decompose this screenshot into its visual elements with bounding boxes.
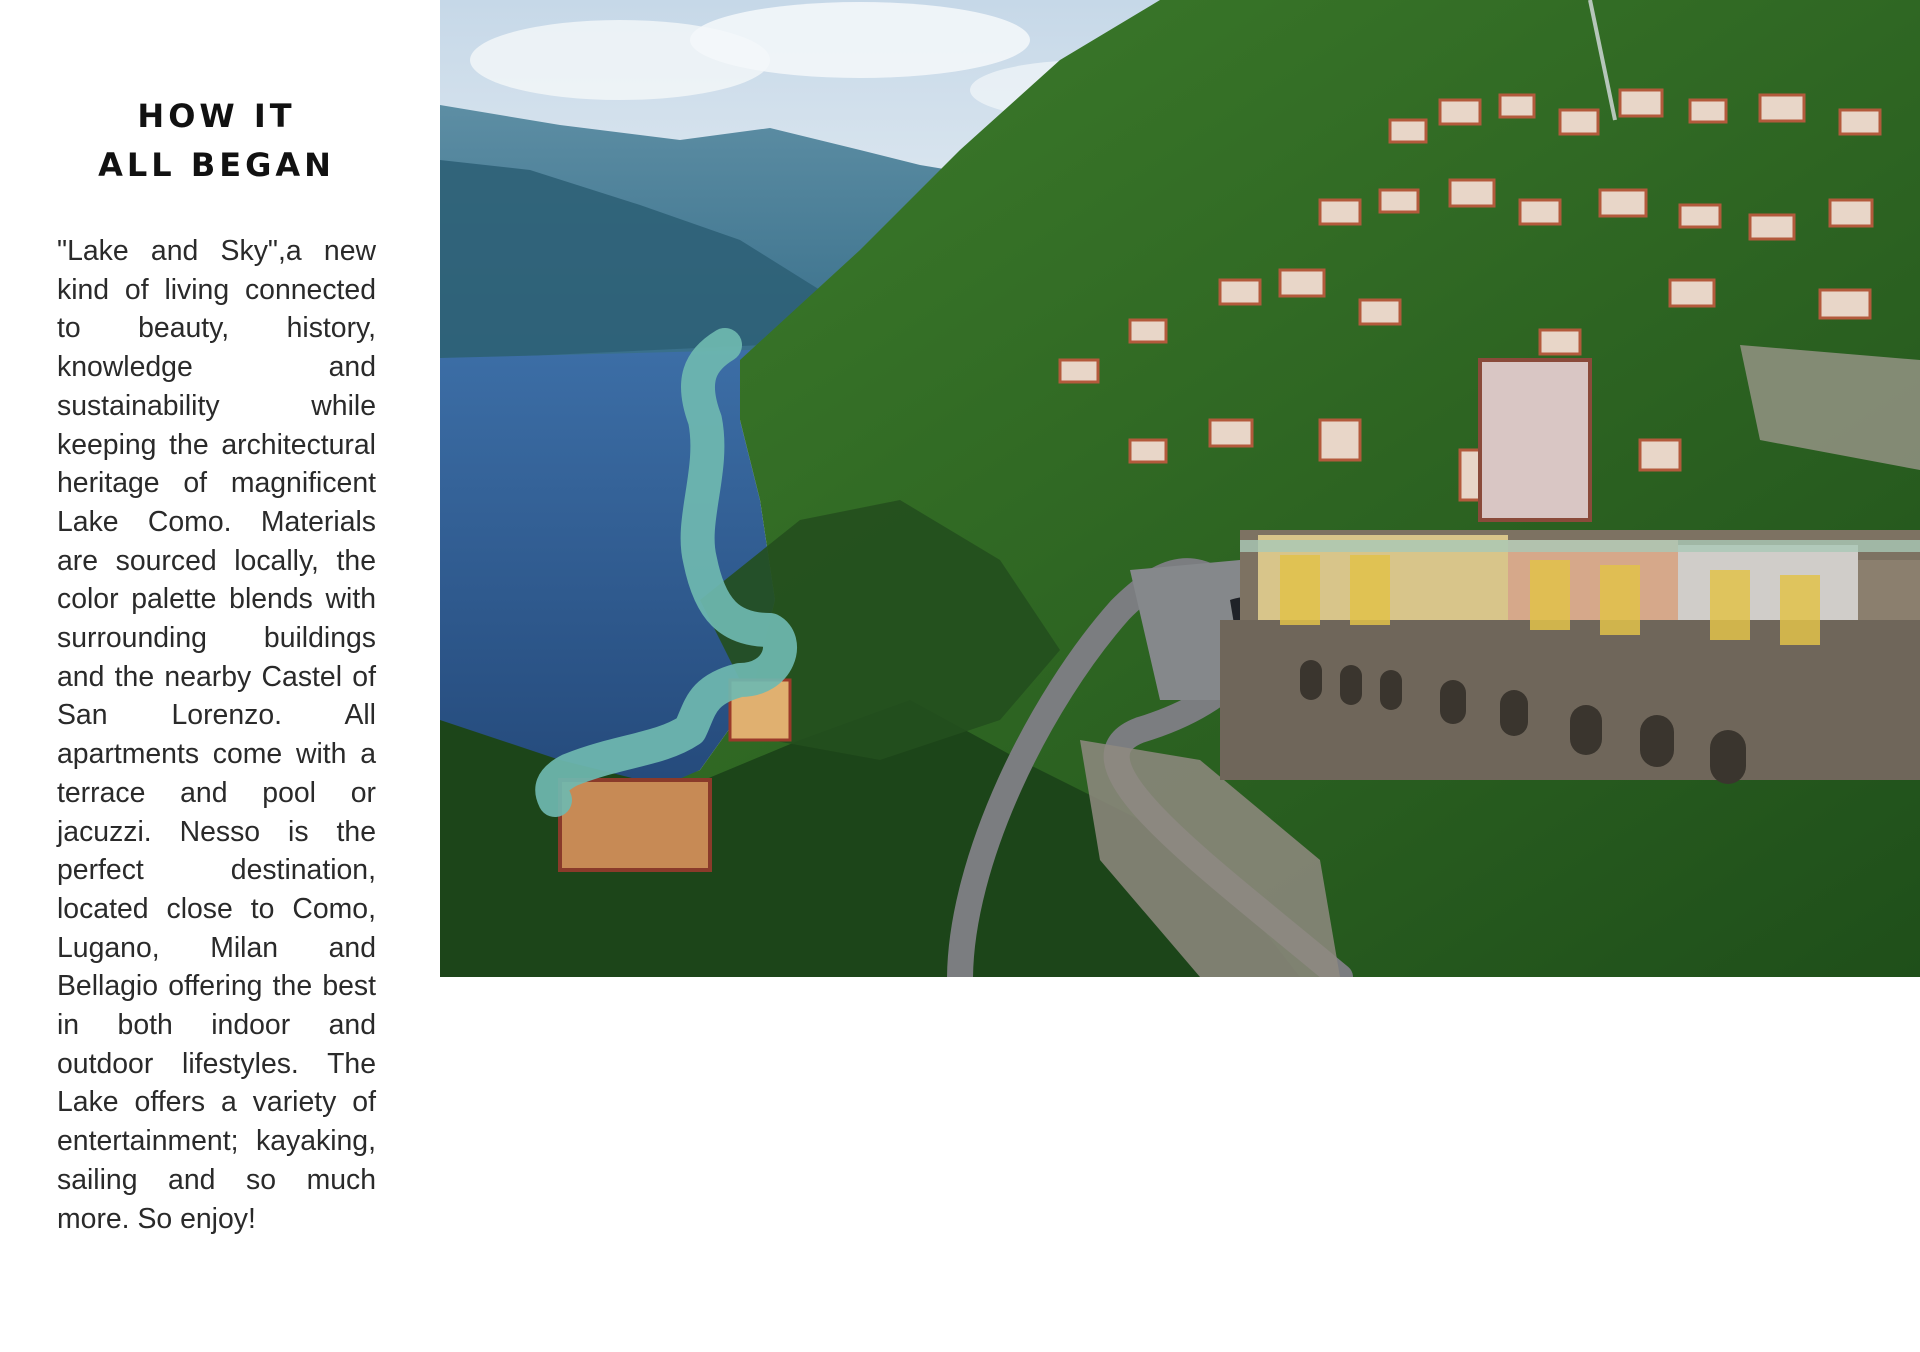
intro-paragraph: "Lake and Sky",a new kind of living connected to beauty, history, knowledge and sustainability while keeping the architectural heritage of magnificent Lake Como. Materials are sourced locally, the color palette blends with surrounding buildings and the nearby Castel of San Lorenzo. All apartments come with a terrace and pool or jacuzzi. Nesso is the perfect destination, located close to Como, Lugano, Milan and Bellagio offering the best in both indoor and outdoor lifestyles. The Lake offers a variety of entertainment; kayaking, sailing and so much more. So enjoy!: [57, 235, 376, 1235]
lakeside-villa: [560, 780, 710, 870]
cloud: [690, 2, 1030, 78]
lake-como-aerial-photo: [440, 0, 1920, 977]
proposed-building: [1220, 530, 1920, 784]
title-line-1: HOW IT: [137, 97, 296, 135]
villa: [1480, 360, 1590, 520]
title-line-2: ALL BEGAN: [98, 146, 335, 184]
text-column: [57, 92, 376, 1238]
lake: [440, 350, 775, 800]
section-title: [57, 92, 376, 190]
